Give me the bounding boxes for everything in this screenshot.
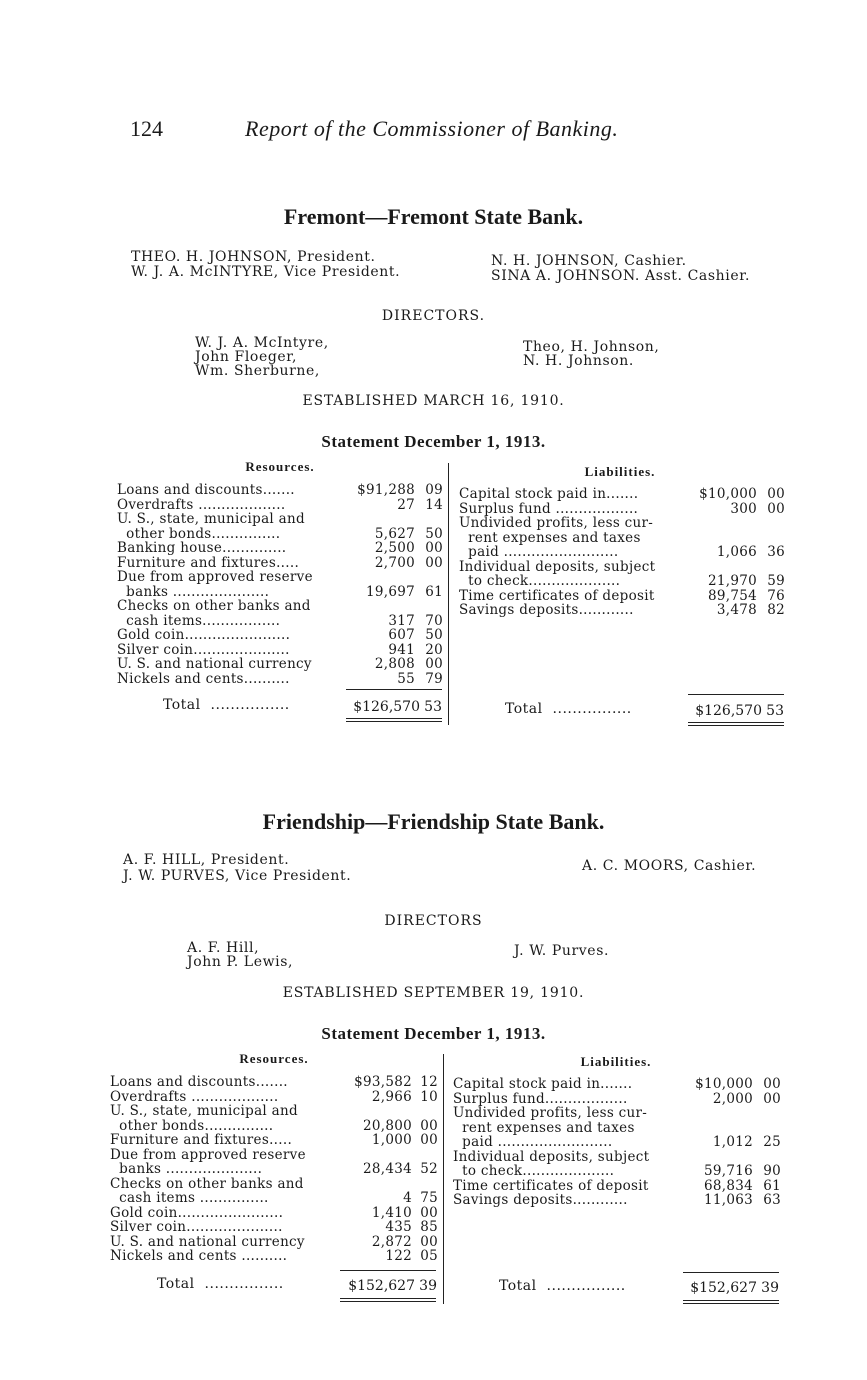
row-amount: 2,808 [374,656,415,672]
total-liabilities-cents: 53 [766,703,784,719]
row-cents: 00 [763,1090,781,1107]
row-cents: 61 [425,583,443,600]
double-rule [688,722,784,726]
row-cents: 25 [763,1134,781,1150]
statement-date: Statement December 1, 1913. [321,1024,546,1043]
liability-row [459,487,787,502]
row-label: Loans and discounts....... [117,482,295,498]
row-cents: 76 [767,587,785,604]
director: Wm. Sherburne, [195,363,320,379]
row-cents: 00 [763,1076,781,1092]
resource-row [117,541,445,556]
liabilities-list [453,1077,783,1208]
row-amount: 4 [403,1190,412,1206]
established-date: ESTABLISHED MARCH 16, 1910. [302,393,565,409]
liability-row [453,1164,783,1179]
total-label: Total ................ [499,1278,626,1294]
total-liabilities-value: $126,570 [695,703,762,719]
liability-row [459,560,787,575]
row-amount: 1,410 [371,1204,412,1221]
row-label: Gold coin....................... [117,627,291,643]
row-cents: 59 [767,573,785,589]
row-cents: 70 [425,612,443,629]
liabilities-heading: Liabilities. [580,1054,652,1069]
row-label: cash items ............... [110,1190,269,1206]
officer-asst-cashier: SINA A. JOHNSON. Asst. Cashier. [491,268,751,284]
row-label: rent expenses and taxes [459,529,641,546]
liability-row [453,1077,783,1092]
row-label: Due from approved reserve [117,569,313,585]
resource-row [117,599,445,614]
row-label: other bonds............... [110,1117,274,1134]
row-cents: 63 [763,1192,781,1208]
row-label: rent expenses and taxes [453,1119,635,1136]
row-label: Capital stock paid in....... [453,1076,633,1092]
row-label: Time certificates of deposit [453,1177,649,1194]
resource-row [110,1162,440,1177]
page-number: 124 [130,116,163,141]
subtotal-rule [683,1272,779,1273]
row-cents: 12 [420,1074,438,1090]
row-label: U. S., state, municipal and [117,511,305,527]
liability-row [453,1106,783,1121]
resource-row [117,657,445,672]
directors-heading: DIRECTORS [384,913,483,929]
row-amount: 1,012 [712,1134,753,1150]
row-amount: 19,697 [365,583,415,600]
row-amount: 89,754 [707,587,757,604]
row-label: Overdrafts ................... [117,496,286,513]
resource-row [117,585,445,600]
column-divider [443,1054,444,1304]
row-label: cash items................. [117,612,281,629]
row-label: Gold coin....................... [110,1204,284,1221]
row-cents: 09 [425,482,443,498]
resource-row [110,1075,440,1090]
row-amount: 435 [385,1219,412,1235]
director: N. H. Johnson. [523,353,634,369]
total-resources-cents: 39 [419,1278,437,1294]
resources-list [117,483,445,686]
row-amount: 11,063 [703,1192,753,1208]
resources-list [110,1075,440,1264]
row-label: Individual deposits, subject [459,558,656,575]
row-cents: 00 [420,1204,438,1221]
row-amount: $10,000 [695,1076,753,1092]
total-liabilities-cents: 39 [761,1280,779,1296]
row-amount: 2,500 [374,540,415,556]
row-amount: $91,288 [357,482,415,498]
row-amount: 1,000 [371,1132,412,1148]
row-amount: 3,478 [716,602,757,618]
row-cents: 00 [767,486,785,502]
row-cents: 00 [425,656,443,672]
resource-row [117,512,445,527]
row-label: Checks on other banks and [110,1175,304,1192]
liability-row [459,516,787,531]
row-cents: 10 [420,1088,438,1105]
row-cents: 50 [425,627,443,643]
row-cents: 50 [425,525,443,542]
resource-row [117,628,445,643]
liability-row [453,1092,783,1107]
row-label: Nickels and cents .......... [110,1248,288,1264]
row-label: Due from approved reserve [110,1146,306,1163]
liability-row [453,1150,783,1165]
liability-row [459,502,787,517]
resource-row [117,556,445,571]
resource-row [110,1191,440,1206]
director: A. F. Hill, [187,940,260,956]
row-label: U. S. and national currency [117,656,312,672]
row-label: Nickels and cents.......... [117,670,290,687]
directors-heading: DIRECTORS. [381,308,486,324]
resource-row [110,1249,440,1264]
row-amount: 300 [730,500,757,517]
resource-row [117,614,445,629]
resource-row [110,1090,440,1105]
row-amount: 28,434 [362,1161,412,1177]
row-label: Time certificates of deposit [459,587,655,604]
officer-vice-president: W. J. A. McINTYRE, Vice President. [131,264,401,280]
row-amount: 5,627 [374,525,415,542]
officer-cashier: N. H. JOHNSON, Cashier. [491,253,687,269]
director: W. J. A. McIntyre, [195,335,329,351]
row-label: banks ..................... [117,583,270,600]
director: John Floeger, [195,349,298,365]
total-resources-value: $152,627 [348,1278,415,1294]
row-label: Silver coin..................... [117,641,290,658]
resource-row [117,483,445,498]
resource-row [110,1119,440,1134]
row-label: U. S. and national currency [110,1233,305,1250]
row-amount: 2,000 [712,1090,753,1107]
row-amount: 27 [397,496,415,513]
row-amount: 55 [397,670,415,687]
row-amount: $93,582 [354,1074,412,1090]
resource-row [110,1104,440,1119]
row-cents: 20 [425,641,443,658]
column-divider [448,463,449,725]
officer-cashier: A. C. MOORS, Cashier. [582,858,757,874]
row-label: Savings deposits............ [459,602,634,618]
row-label: Savings deposits............ [453,1192,628,1208]
row-label: Loans and discounts....... [110,1074,288,1090]
officer-president: A. F. HILL, President. [123,852,290,868]
director: Theo, H. Johnson, [523,339,660,355]
running-header [0,116,867,146]
total-liabilities-value: $152,627 [690,1280,757,1296]
row-amount: 68,834 [703,1177,753,1194]
row-cents: 00 [420,1117,438,1134]
row-label: Checks on other banks and [117,598,311,614]
liability-row [453,1179,783,1194]
row-cents: 05 [420,1248,438,1264]
row-cents: 52 [420,1161,438,1177]
bank-title: Friendship—Friendship State Bank. [262,809,605,834]
row-amount: 2,872 [371,1233,412,1250]
liability-row [453,1135,783,1150]
liability-row [459,574,787,589]
row-label: Furniture and fixtures..... [117,554,300,571]
subtotal-rule [346,689,442,690]
row-label: Furniture and fixtures..... [110,1132,293,1148]
row-amount: 59,716 [703,1163,753,1179]
liability-row [459,531,787,546]
row-cents: 79 [425,670,443,687]
report-title: Report of the Commissioner of Banking. [245,116,619,141]
resource-row [110,1220,440,1235]
row-amount: 122 [385,1248,412,1264]
row-cents: 00 [767,500,785,517]
total-label: Total ................ [505,701,632,717]
liability-row [459,589,787,604]
resource-row [110,1235,440,1250]
total-resources-cents: 53 [424,699,442,715]
subtotal-rule [688,694,784,695]
row-label: Surplus fund.................. [453,1090,628,1107]
row-cents: 36 [767,544,785,560]
row-label: Surplus fund .................. [459,500,639,517]
liability-row [453,1121,783,1136]
liability-row [459,603,787,618]
row-amount: 1,066 [716,544,757,560]
officer-president: THEO. H. JOHNSON, President. [131,249,376,265]
director: J. W. Purves. [514,943,610,959]
resource-row [117,672,445,687]
resource-row [110,1133,440,1148]
total-resources-value: $126,570 [353,699,420,715]
resource-row [110,1177,440,1192]
resource-row [117,527,445,542]
double-rule [346,718,442,722]
director: John P. Lewis, [187,954,294,970]
resource-row [110,1206,440,1221]
row-label: Capital stock paid in....... [459,486,639,502]
row-cents: 00 [425,554,443,571]
resource-row [110,1148,440,1163]
row-cents: 82 [767,602,785,618]
resource-row [117,570,445,585]
row-label: U. S., state, municipal and [110,1103,298,1119]
double-rule [683,1300,779,1304]
row-label: paid ......................... [459,544,619,560]
row-label: to check.................... [453,1163,615,1179]
row-cents: 00 [425,540,443,556]
row-label: Individual deposits, subject [453,1148,650,1165]
row-label: banks ..................... [110,1161,263,1177]
bank-title: Fremont—Fremont State Bank. [283,204,584,229]
row-amount: 20,800 [362,1117,412,1134]
row-label: Undivided profits, less cur- [453,1105,648,1121]
resource-row [117,643,445,658]
double-rule [340,1298,436,1302]
row-cents: 75 [420,1190,438,1206]
liability-row [459,545,787,560]
row-label: Overdrafts ................... [110,1088,279,1105]
row-amount: 2,966 [371,1088,412,1105]
row-amount: 2,700 [374,554,415,571]
subtotal-rule [340,1270,436,1271]
row-label: Undivided profits, less cur- [459,515,654,531]
row-label: Banking house.............. [117,540,287,556]
row-cents: 14 [425,496,443,513]
liabilities-heading: Liabilities. [584,464,656,479]
row-amount: 21,970 [707,573,757,589]
statement-date: Statement December 1, 1913. [321,432,546,451]
resources-heading: Resources. [239,1051,309,1066]
row-amount: 941 [388,641,415,658]
row-amount: $10,000 [699,486,757,502]
resources-heading: Resources. [245,459,315,474]
resource-row [117,498,445,513]
row-cents: 90 [763,1163,781,1179]
officer-vice-president: J. W. PURVES, Vice President. [123,868,352,884]
row-label: other bonds............... [117,525,281,542]
row-cents: 00 [420,1233,438,1250]
total-label: Total ................ [157,1276,284,1292]
total-label: Total ................ [163,697,290,713]
row-label: to check.................... [459,573,621,589]
row-label: paid ......................... [453,1134,613,1150]
row-label: Silver coin..................... [110,1219,283,1235]
row-cents: 85 [420,1219,438,1235]
liability-row [453,1193,783,1208]
row-amount: 317 [388,612,415,629]
liabilities-list [459,487,787,618]
row-cents: 00 [420,1132,438,1148]
established-date: ESTABLISHED SEPTEMBER 19, 1910. [282,985,585,1001]
row-cents: 61 [763,1177,781,1194]
row-amount: 607 [388,627,415,643]
